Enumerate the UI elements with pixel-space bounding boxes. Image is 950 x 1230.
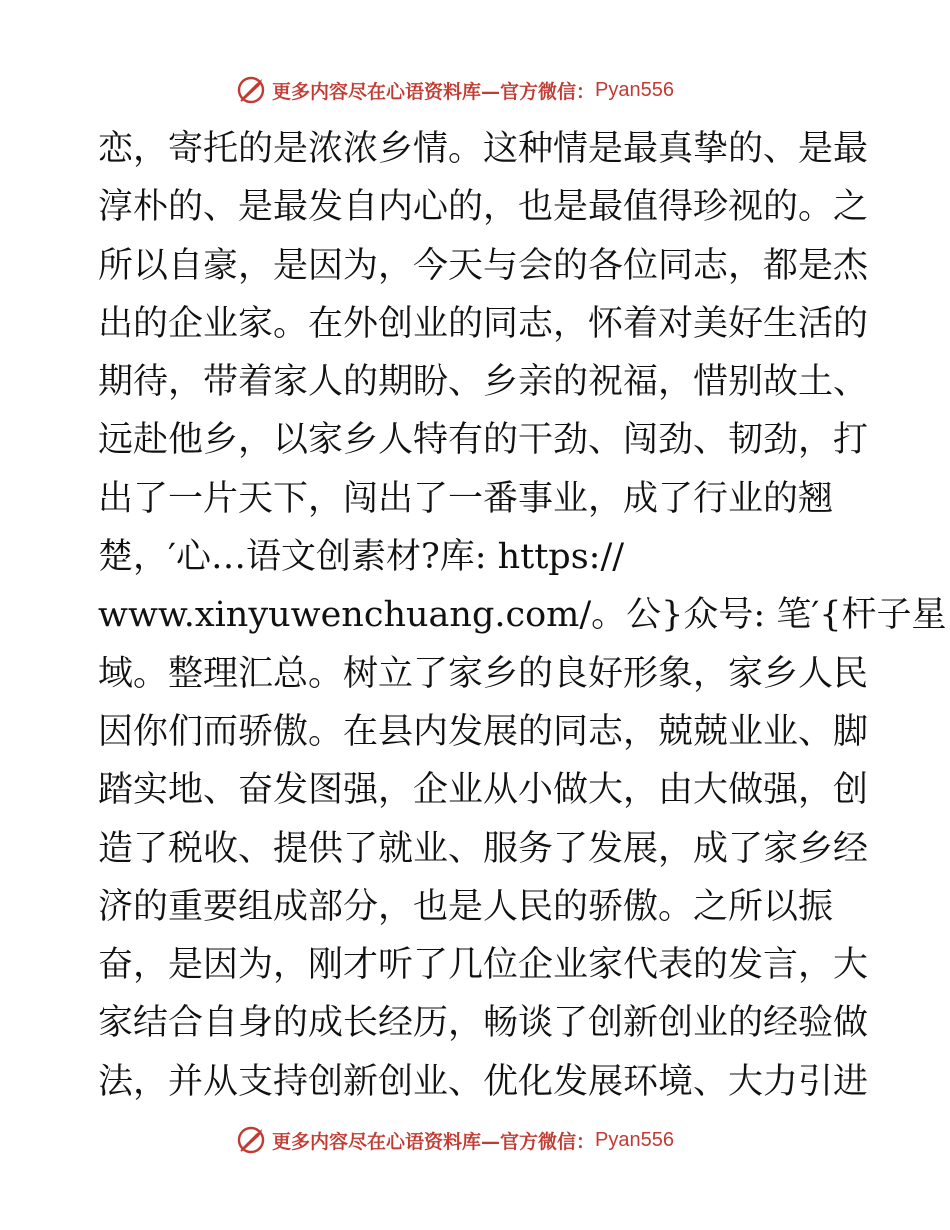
text-line: 法，并从支持创新创业、优化发展环境、大力引进 bbox=[98, 1061, 869, 1102]
text-line: 出的企业家。在外创业的同志，怀着对美好生活的 bbox=[98, 303, 869, 344]
text-line: 家结合自身的成长经历，畅谈了创新创业的经验做 bbox=[98, 1003, 869, 1044]
header-banner-text: 更多内容尽在心语资料库—官方微信： bbox=[272, 80, 596, 103]
text-line: 楚，′心…语文创素材?库: https:// bbox=[98, 537, 625, 578]
quill-pen-logo-icon bbox=[236, 75, 266, 105]
footer-banner-text: 更多内容尽在心语资料库—官方微信： bbox=[272, 1130, 596, 1153]
text-line: 造了税收、提供了就业、服务了发展，成了家乡经 bbox=[98, 828, 869, 869]
footer-banner-wechat-id: Pyan556 bbox=[595, 1128, 674, 1151]
text-line: 因你们而骄傲。在县内发展的同志，兢兢业业、脚 bbox=[98, 711, 869, 752]
text-line: 远赴他乡，以家乡人特有的干劲、闯劲、韧劲，打 bbox=[98, 420, 869, 461]
text-line: 济的重要组成部分，也是人民的骄傲。之所以振 bbox=[98, 886, 834, 927]
body-text bbox=[98, 120, 947, 1111]
text-line: www.xinyuwenchuang.com/。公}众号: 笔′{杆子星 bbox=[98, 595, 947, 636]
text-line: 踏实地、奋发图强，企业从小做大，由大做强，创 bbox=[98, 770, 869, 811]
text-line: 出了一片天下，闯出了一番事业，成了行业的翘 bbox=[98, 478, 834, 519]
text-line: 所以自豪，是因为，今天与会的各位同志，都是杰 bbox=[98, 245, 869, 286]
text-line: 奋，是因为，刚才听了几位企业家代表的发言，大 bbox=[98, 945, 869, 986]
text-line: 淳朴的、是最发自内心的，也是最值得珍视的。之 bbox=[98, 187, 869, 228]
footer-watermark-banner bbox=[236, 1123, 716, 1157]
quill-pen-logo-icon bbox=[236, 1125, 266, 1155]
text-line: 期待，带着家人的期盼、乡亲的祝福，惜别故土、 bbox=[98, 362, 869, 403]
header-banner-wechat-id: Pyan556 bbox=[595, 78, 674, 101]
text-line: 恋，寄托的是浓浓乡情。这种情是最真挚的、是最 bbox=[98, 129, 869, 169]
text-line: 域。整理汇总。树立了家乡的良好形象，家乡人民 bbox=[98, 653, 869, 694]
header-watermark-banner bbox=[236, 73, 716, 107]
